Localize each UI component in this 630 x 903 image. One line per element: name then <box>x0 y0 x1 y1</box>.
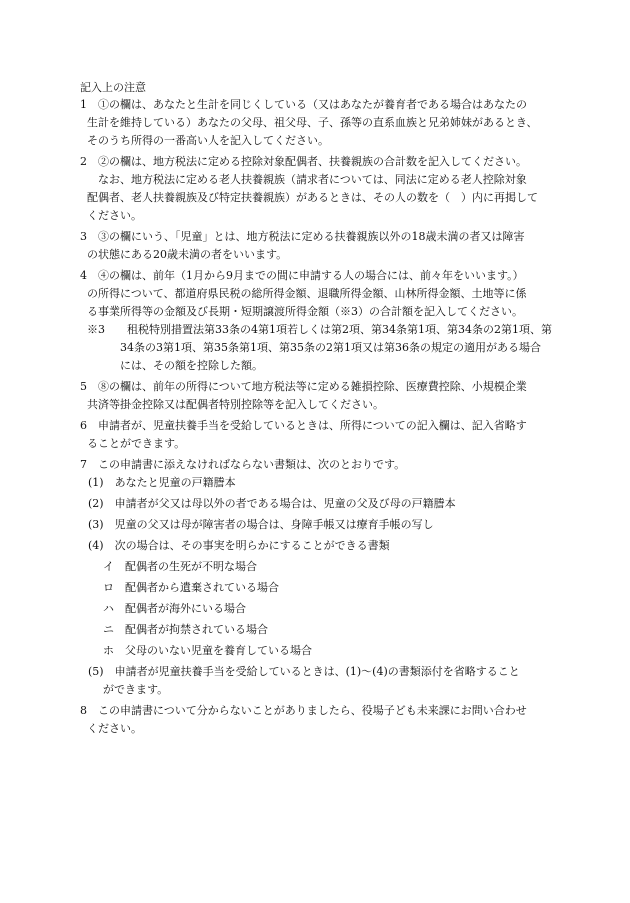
note-line: の所得について、都道府県民税の総所得金額、退職所得金額、山林所得金額、土地等に係 <box>87 287 527 300</box>
note-line: ることができます。 <box>87 437 186 450</box>
note-line: (5) 申請者が児童扶養手当を受給しているときは、(1)～(4)の書類添付を省略すること <box>88 665 520 678</box>
note-line: (1) あなたと児童の戸籍謄本 <box>88 476 236 489</box>
note-line: そのうち所得の一番高い人を記入してください。 <box>87 134 329 147</box>
note-line: (2) 申請者が父又は母以外の者である場合は、児童の父及び母の戸籍謄本 <box>88 497 456 510</box>
note-line: ※3 租税特別措置法第33条の4第1項若しくは第2項、第34条第1項、第34条の2第1項、第 <box>87 323 552 336</box>
note-line: ニ 配偶者が拘禁されている場合 <box>103 623 268 636</box>
note-line: ロ 配偶者から遺棄されている場合 <box>103 581 279 594</box>
note-line: なお、地方税法に定める老人扶養親族（請求者については、同法に定める老人控除対象 <box>98 173 527 186</box>
note-line: 4 ④の欄は、前年（1月から9月までの間に申請する人の場合には、前々年をいいます。） <box>80 269 524 282</box>
note-line: 34条の3第1項、第35条第1項、第35条の2第1項又は第36条の規定の適用がある場合 <box>120 341 541 354</box>
note-line: 共済等掛金控除又は配偶者特別控除等を記入してください。 <box>87 398 384 411</box>
note-line: ホ 父母のいない児童を養育している場合 <box>103 644 312 657</box>
note-line: には、その額を控除した額。 <box>120 359 263 372</box>
note-line: 生計を維持している）あなたの父母、祖父母、子、孫等の直系血族と兄弟姉妹があるとき、 <box>87 116 538 129</box>
note-line: 7 この申請書に添えなければならない書類は、次のとおりです。 <box>80 458 406 471</box>
note-line: 3 ③の欄にいう、「児童」とは、地方税法に定める扶養親族以外の18歳未満の者又は障害 <box>80 230 525 243</box>
note-line: イ 配偶者の生死が不明な場合 <box>103 560 257 573</box>
note-line: 6 申請者が、児童扶養手当を受給しているときは、所得についての記入欄は、記入省略す <box>80 419 527 432</box>
note-line: 2 ②の欄は、地方税法に定める控除対象配偶者、扶養親族の合計数を記入してください。 <box>80 155 527 168</box>
note-line: 配偶者、老人扶養親族及び特定扶養親族）があるときは、その人の数を（ ）内に再掲して <box>87 191 538 204</box>
note-line: の状態にある20歳未満の者をいいます。 <box>87 248 288 261</box>
note-line: ください。 <box>87 722 142 735</box>
note-line: ハ 配偶者が海外にいる場合 <box>103 602 246 615</box>
note-line: (4) 次の場合は、その事実を明らかにすることができる書類 <box>88 539 390 552</box>
note-line: る事業所得等の金額及び長期・短期譲渡所得金額（※3）の合計額を記入してください。 <box>87 305 523 318</box>
note-line: 8 この申請書について分からないことがありましたら、役場子ども未来課にお問い合わせ <box>80 704 527 717</box>
note-line: ができます。 <box>103 683 169 696</box>
note-line: 1 ①の欄は、あなたと生計を同じくしている（又はあなたが養育者である場合はあなたの <box>80 98 527 111</box>
note-line: 5 ⑧の欄は、前年の所得について地方税法等に定める雑損控除、医療費控除、小規模企業 <box>80 380 527 393</box>
note-line: (3) 児童の父又は母が障害者の場合は、身障手帳又は療育手帳の写し <box>88 518 434 531</box>
notes-title: 記入上の注意 <box>80 81 146 94</box>
note-line: ください。 <box>87 209 142 222</box>
